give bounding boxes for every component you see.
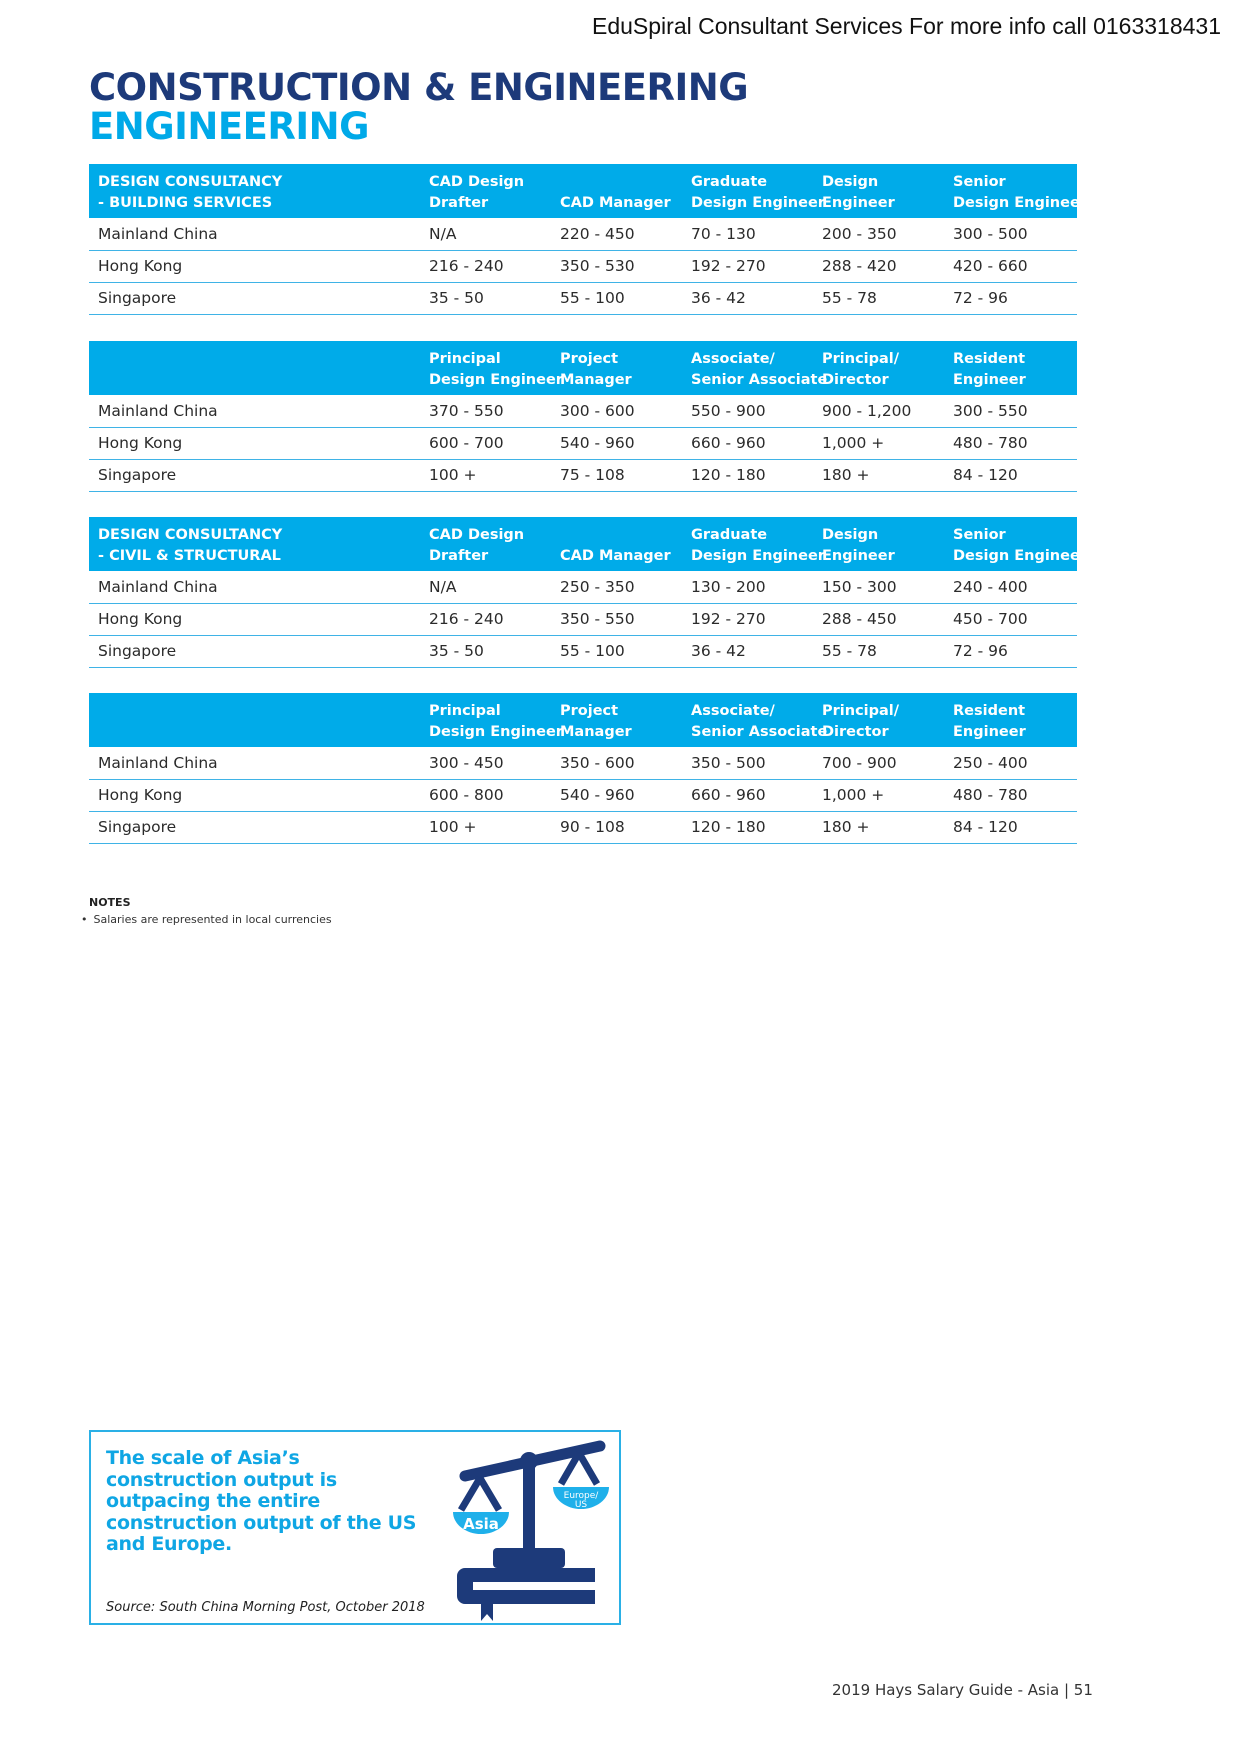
column-header: Senior Design Engineer bbox=[944, 164, 1077, 218]
salary-cell: 550 - 900 bbox=[682, 395, 813, 427]
salary-cell: N/A bbox=[420, 571, 551, 603]
salary-cell: 55 - 78 bbox=[813, 635, 944, 667]
left-pan-label: Asia bbox=[463, 1515, 499, 1533]
salary-cell: 600 - 800 bbox=[420, 779, 551, 811]
region-cell: Hong Kong bbox=[89, 250, 420, 282]
salary-cell: 480 - 780 bbox=[944, 779, 1077, 811]
table-row bbox=[89, 571, 1077, 603]
salary-cell: 660 - 960 bbox=[682, 779, 813, 811]
table-row bbox=[89, 811, 1077, 843]
salary-table-civil-structural bbox=[89, 517, 1087, 668]
column-header: Design Engineer bbox=[813, 517, 944, 571]
table-row bbox=[89, 459, 1077, 491]
column-header: Design Engineer bbox=[813, 164, 944, 218]
bullet-icon: • bbox=[81, 913, 88, 926]
salary-cell: 180 + bbox=[813, 811, 944, 843]
table-row bbox=[89, 603, 1077, 635]
salary-cell: 55 - 100 bbox=[551, 635, 682, 667]
column-header: Senior Design Engineer bbox=[944, 517, 1077, 571]
table-section-heading bbox=[89, 341, 420, 395]
salary-cell: 288 - 420 bbox=[813, 250, 944, 282]
page-title-main: CONSTRUCTION & ENGINEERING bbox=[89, 66, 749, 109]
salary-table-building-services bbox=[89, 164, 1087, 315]
salary-table-building-services-senior bbox=[89, 341, 1077, 492]
watermark-text: EduSpiral Consultant Services For more info call 0163318431 bbox=[592, 13, 1222, 39]
salary-cell: 70 - 130 bbox=[682, 218, 813, 250]
salary-cell: 36 - 42 bbox=[682, 635, 813, 667]
salary-cell: 216 - 240 bbox=[420, 603, 551, 635]
salary-cell: 36 - 42 bbox=[682, 282, 813, 314]
salary-cell: 180 + bbox=[813, 459, 944, 491]
salary-cell: 192 - 270 bbox=[682, 603, 813, 635]
table-header-row bbox=[89, 164, 1077, 218]
column-header: Graduate Design Engineer bbox=[682, 517, 813, 571]
table-header-row bbox=[89, 341, 1077, 395]
salary-cell: 130 - 200 bbox=[682, 571, 813, 603]
salary-cell: 75 - 108 bbox=[551, 459, 682, 491]
column-header: Resident Engineer bbox=[944, 693, 1077, 747]
salary-cell: 84 - 120 bbox=[944, 459, 1077, 491]
column-header: Associate/ Senior Associate bbox=[682, 341, 813, 395]
table-row bbox=[89, 779, 1077, 811]
salary-cell: 600 - 700 bbox=[420, 427, 551, 459]
region-cell: Singapore bbox=[89, 282, 420, 314]
salary-cell: 100 + bbox=[420, 811, 551, 843]
table-header-row bbox=[89, 693, 1077, 747]
table-section-heading: DESIGN CONSULTANCY - BUILDING SERVICES bbox=[89, 164, 420, 218]
region-cell: Mainland China bbox=[89, 571, 420, 603]
notes-item-text: Salaries are represented in local currencies bbox=[93, 913, 332, 926]
table-row bbox=[89, 427, 1077, 459]
column-header: Principal Design Engineer bbox=[420, 341, 551, 395]
region-cell: Hong Kong bbox=[89, 603, 420, 635]
region-cell: Mainland China bbox=[89, 395, 420, 427]
salary-cell: 350 - 530 bbox=[551, 250, 682, 282]
salary-cell: 900 - 1,200 bbox=[813, 395, 944, 427]
column-header: Graduate Design Engineer bbox=[682, 164, 813, 218]
salary-cell: 150 - 300 bbox=[813, 571, 944, 603]
salary-cell: 55 - 100 bbox=[551, 282, 682, 314]
salary-cell: 350 - 500 bbox=[682, 747, 813, 779]
right-pan-label-line2: US bbox=[574, 1500, 588, 1510]
table-section-heading bbox=[89, 693, 420, 747]
table-section-heading: DESIGN CONSULTANCY - CIVIL & STRUCTURAL bbox=[89, 517, 420, 571]
column-header: Principal/ Director bbox=[813, 693, 944, 747]
salary-cell: 72 - 96 bbox=[944, 282, 1077, 314]
region-cell: Singapore bbox=[89, 811, 420, 843]
salary-cell: 120 - 180 bbox=[682, 811, 813, 843]
notes-section bbox=[81, 896, 332, 926]
salary-cell: 84 - 120 bbox=[944, 811, 1077, 843]
region-cell: Singapore bbox=[89, 635, 420, 667]
salary-cell: 90 - 108 bbox=[551, 811, 682, 843]
salary-cell: 350 - 550 bbox=[551, 603, 682, 635]
notes-item bbox=[81, 913, 332, 926]
column-header: CAD Design Drafter bbox=[420, 517, 551, 571]
salary-cell: 250 - 350 bbox=[551, 571, 682, 603]
salary-table-civil-structural-senior bbox=[89, 693, 1077, 844]
salary-cell: 540 - 960 bbox=[551, 427, 682, 459]
callout-source: Source: South China Morning Post, October 2018 bbox=[106, 1600, 425, 1615]
table-row bbox=[89, 635, 1077, 667]
salary-cell: 216 - 240 bbox=[420, 250, 551, 282]
salary-cell: 120 - 180 bbox=[682, 459, 813, 491]
column-header: Principal/ Director bbox=[813, 341, 944, 395]
salary-cell: 55 - 78 bbox=[813, 282, 944, 314]
salary-cell: 350 - 600 bbox=[551, 747, 682, 779]
salary-cell: 370 - 550 bbox=[420, 395, 551, 427]
region-cell: Hong Kong bbox=[89, 779, 420, 811]
salary-cell: 660 - 960 bbox=[682, 427, 813, 459]
region-cell: Mainland China bbox=[89, 747, 420, 779]
table-row bbox=[89, 282, 1077, 314]
salary-cell: 300 - 600 bbox=[551, 395, 682, 427]
salary-cell: 220 - 450 bbox=[551, 218, 682, 250]
salary-cell: 450 - 700 bbox=[944, 603, 1077, 635]
notes-title: NOTES bbox=[89, 896, 131, 909]
salary-cell: 1,000 + bbox=[813, 779, 944, 811]
salary-cell: 200 - 350 bbox=[813, 218, 944, 250]
salary-cell: 1,000 + bbox=[813, 427, 944, 459]
table-header-row bbox=[89, 517, 1077, 571]
salary-cell: 288 - 450 bbox=[813, 603, 944, 635]
salary-cell: 540 - 960 bbox=[551, 779, 682, 811]
salary-cell: 250 - 400 bbox=[944, 747, 1077, 779]
right-pan-label-line1: Europe/ bbox=[563, 1491, 599, 1501]
page-title bbox=[89, 68, 748, 146]
table-row bbox=[89, 218, 1077, 250]
salary-cell: 35 - 50 bbox=[420, 635, 551, 667]
column-header: CAD Manager bbox=[551, 517, 682, 571]
column-header: CAD Design Drafter bbox=[420, 164, 551, 218]
column-header: Resident Engineer bbox=[944, 341, 1077, 395]
callout-box bbox=[89, 1430, 621, 1625]
column-header: Project Manager bbox=[551, 341, 682, 395]
salary-cell: 300 - 550 bbox=[944, 395, 1077, 427]
salary-cell: 300 - 450 bbox=[420, 747, 551, 779]
region-cell: Singapore bbox=[89, 459, 420, 491]
salary-cell: 100 + bbox=[420, 459, 551, 491]
table-row bbox=[89, 250, 1077, 282]
region-cell: Hong Kong bbox=[89, 427, 420, 459]
salary-cell: 192 - 270 bbox=[682, 250, 813, 282]
callout-text: The scale of Asia’s construction output is outpacing the entire construction output of the US and Europe. bbox=[106, 1447, 417, 1555]
salary-cell: 700 - 900 bbox=[813, 747, 944, 779]
salary-cell: 35 - 50 bbox=[420, 282, 551, 314]
column-header: Project Manager bbox=[551, 693, 682, 747]
column-header: Associate/ Senior Associate bbox=[682, 693, 813, 747]
table-row bbox=[89, 395, 1077, 427]
page-title-sub: ENGINEERING bbox=[89, 105, 369, 148]
salary-cell: 420 - 660 bbox=[944, 250, 1077, 282]
salary-cell: 480 - 780 bbox=[944, 427, 1077, 459]
balance-scale-icon bbox=[445, 1436, 615, 1621]
region-cell: Mainland China bbox=[89, 218, 420, 250]
column-header: CAD Manager bbox=[551, 164, 682, 218]
salary-cell: N/A bbox=[420, 218, 551, 250]
salary-cell: 300 - 500 bbox=[944, 218, 1077, 250]
salary-cell: 240 - 400 bbox=[944, 571, 1077, 603]
page-footer: 2019 Hays Salary Guide - Asia | 51 bbox=[832, 1681, 1093, 1699]
salary-cell: 72 - 96 bbox=[944, 635, 1077, 667]
table-row bbox=[89, 747, 1077, 779]
column-header: Principal Design Engineer bbox=[420, 693, 551, 747]
